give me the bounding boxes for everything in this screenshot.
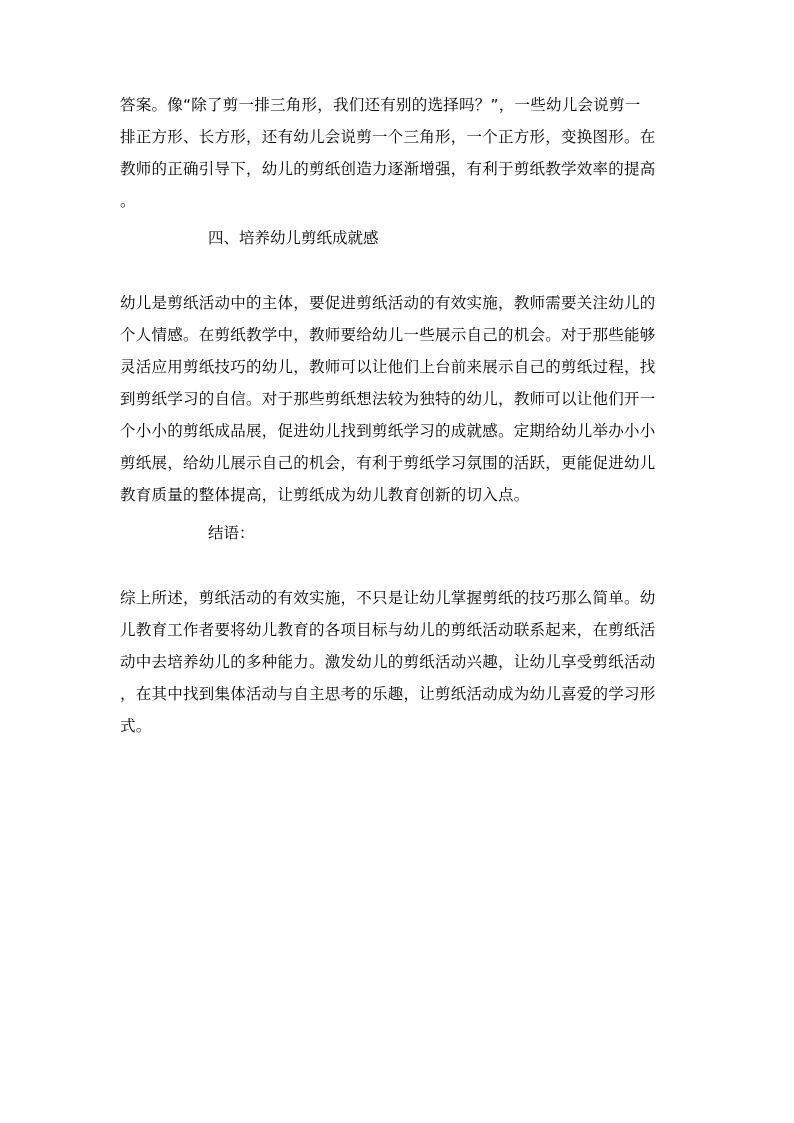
text-line: 式。 bbox=[120, 717, 152, 735]
text-line: 答案。像“除了剪一排三角形，我们还有别的选择吗？”，一些幼儿会说剪一 bbox=[120, 96, 641, 114]
text-line: 教育质量的整体提高，让剪纸成为幼儿教育创新的切入点。 bbox=[120, 486, 530, 504]
text-line: 。 bbox=[120, 192, 136, 210]
text-line: 个小小的剪纸成品展，促进幼儿找到剪纸学习的成就感。定期给幼儿举办小小 bbox=[120, 422, 656, 440]
paragraph-conclusion bbox=[120, 582, 680, 742]
text-line: ，在其中找到集体活动与自主思考的乐趣，让剪纸活动成为幼儿喜爱的学习形 bbox=[120, 685, 656, 703]
section-heading-achievement: 四、培养幼儿剪纸成就感 bbox=[208, 229, 379, 247]
text-line: 教师的正确引导下，幼儿的剪纸创造力逐渐增强，有利于剪纸教学效率的提高 bbox=[120, 160, 656, 178]
text-line: 综上所述，剪纸活动的有效实施，不只是让幼儿掌握剪纸的技巧那么简单。幼 bbox=[120, 589, 656, 607]
text-line: 个人情感。在剪纸教学中，教师要给幼儿一些展示自己的机会。对于那些能够 bbox=[120, 326, 656, 344]
text-line: 剪纸展，给幼儿展示自己的机会，有利于剪纸学习氛围的活跃，更能促进幼儿 bbox=[120, 454, 656, 472]
paragraph-cutting-creativity bbox=[120, 89, 680, 217]
text-line: 幼儿是剪纸活动中的主体，要促进剪纸活动的有效实施，教师需要关注幼儿的 bbox=[120, 294, 656, 312]
text-line: 儿教育工作者要将幼儿教育的各项目标与幼儿的剪纸活动联系起来，在剪纸活 bbox=[120, 621, 656, 639]
paragraph-achievement bbox=[120, 287, 680, 511]
text-line: 排正方形、长方形，还有幼儿会说剪一个三角形，一个正方形，变换图形。在 bbox=[120, 128, 656, 146]
text-line: 动中去培养幼儿的多种能力。激发幼儿的剪纸活动兴趣，让幼儿享受剪纸活动 bbox=[120, 653, 656, 671]
text-line: 到剪纸学习的自信。对于那些剪纸想法较为独特的幼儿，教师可以让他们开一 bbox=[120, 390, 656, 408]
section-heading-conclusion: 结语： bbox=[208, 524, 255, 542]
text-line: 灵活应用剪纸技巧的幼儿，教师可以让他们上台前来展示自己的剪纸过程，找 bbox=[120, 358, 656, 376]
